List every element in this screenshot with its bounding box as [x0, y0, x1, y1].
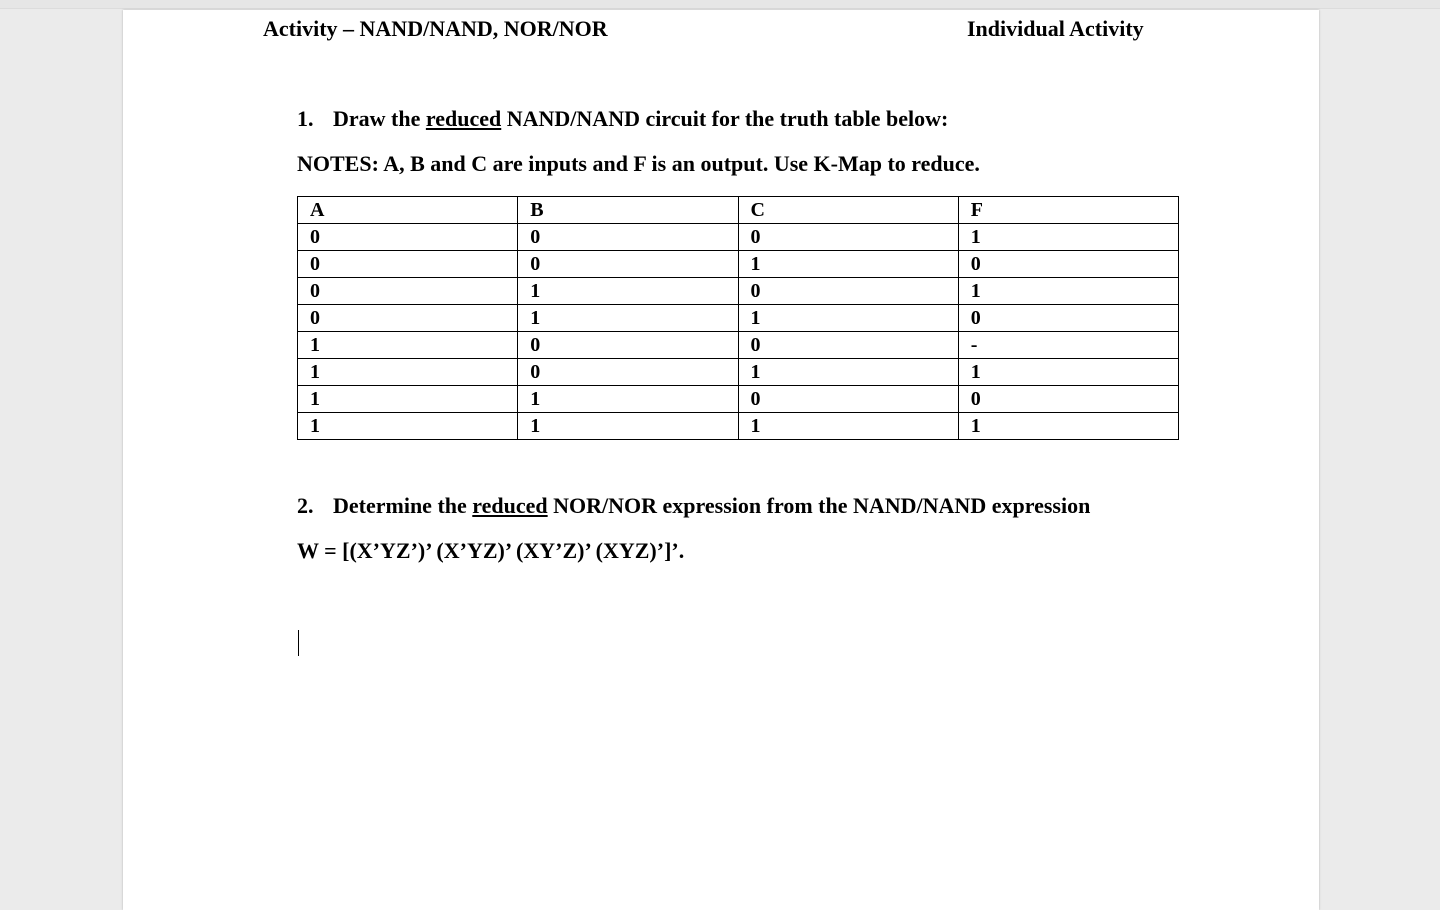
truth-table-header-row [298, 197, 1179, 224]
table-row [298, 251, 1179, 278]
question-2-underlined: reduced [472, 493, 548, 518]
question-1 [297, 106, 948, 132]
cell: 0 [958, 251, 1178, 278]
table-row [298, 386, 1179, 413]
header-title: Activity – NAND/NAND, NOR/NOR [263, 16, 608, 41]
cell: 0 [518, 251, 738, 278]
cell: 1 [958, 224, 1178, 251]
cell: 0 [518, 359, 738, 386]
document-page[interactable] [123, 10, 1319, 910]
cell: 0 [298, 305, 518, 332]
table-row [298, 305, 1179, 332]
cell: 0 [738, 224, 958, 251]
header-f: F [958, 197, 1178, 224]
cell: 0 [298, 224, 518, 251]
question-1-notes: NOTES: A, B and C are inputs and F is an output. Use K-Map to reduce. [297, 151, 980, 176]
question-1-text-pre: Draw the [333, 106, 426, 131]
cell: 1 [738, 359, 958, 386]
window-top-bar [0, 0, 1440, 9]
table-row [298, 359, 1179, 386]
table-row [298, 278, 1179, 305]
cell: 0 [958, 305, 1178, 332]
cell: 0 [738, 386, 958, 413]
cell: 1 [298, 359, 518, 386]
cell: 1 [738, 251, 958, 278]
header-b: B [518, 197, 738, 224]
cell: 1 [958, 359, 1178, 386]
cell: - [958, 332, 1178, 359]
cell: 1 [298, 413, 518, 440]
question-2-text-pre: Determine the [333, 493, 473, 518]
question-2-text-post: NOR/NOR expression from the NAND/NAND expression [547, 493, 1091, 518]
table-row [298, 332, 1179, 359]
header-a: A [298, 197, 518, 224]
question-2 [297, 493, 1090, 519]
question-1-underlined: reduced [425, 106, 502, 131]
header-activity-type: Individual Activity [967, 16, 1144, 41]
table-row [298, 224, 1179, 251]
cell: 1 [298, 332, 518, 359]
truth-table [297, 196, 1179, 440]
cell: 1 [518, 413, 738, 440]
cell: 1 [518, 386, 738, 413]
cell: 1 [958, 413, 1178, 440]
cell: 1 [738, 305, 958, 332]
cell: 0 [298, 278, 518, 305]
cell: 0 [958, 386, 1178, 413]
cell: 1 [518, 278, 738, 305]
cell: 0 [738, 332, 958, 359]
cell: 1 [518, 305, 738, 332]
cell: 0 [518, 332, 738, 359]
question-1-number: 1. [297, 106, 314, 131]
cell: 0 [518, 224, 738, 251]
cell: 1 [298, 386, 518, 413]
cell: 1 [958, 278, 1178, 305]
cell: 0 [298, 251, 518, 278]
text-cursor[interactable] [298, 630, 299, 656]
question-2-expression: W = [(X’YZ’)’ (X’YZ)’ (XY’Z)’ (XYZ)’]’. [297, 538, 685, 563]
cell: 0 [738, 278, 958, 305]
cell: 1 [738, 413, 958, 440]
table-row [298, 413, 1179, 440]
question-1-text-post: NAND/NAND circuit for the truth table below: [501, 106, 949, 131]
question-2-number: 2. [297, 493, 314, 518]
header-c: C [738, 197, 958, 224]
